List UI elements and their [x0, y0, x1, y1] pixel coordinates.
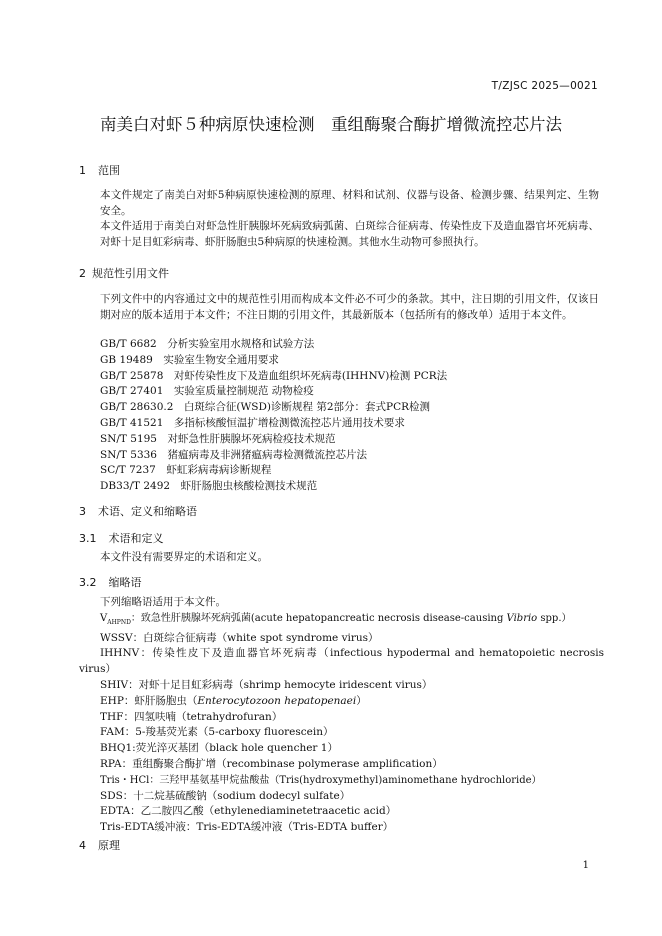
- vahpnd-italic: Vibrio: [506, 612, 538, 624]
- page-number: 1: [582, 860, 589, 871]
- vahpnd-tail: spp.）: [537, 612, 572, 624]
- abbreviation-item: BHQ1:荧光淬灭基团（black hole quencher 1）: [100, 742, 338, 755]
- section-1-number: 1: [79, 164, 86, 177]
- section-1-heading: [79, 162, 120, 178]
- abbreviation-item: FAM：5-羧基荧光素（5-carboxy fluorescein）: [100, 726, 334, 739]
- abbreviation-list: [79, 595, 604, 836]
- abbreviation-item: RPA：重组酶聚合酶扩增（recombinase polymerase amplification）: [100, 757, 443, 770]
- ehp-suffix: ）: [356, 694, 367, 707]
- section-1-body: [79, 188, 599, 250]
- document-title: 南美白对虾５种病原快速检测 重组酶聚合酶扩增微流控芯片法: [100, 115, 562, 134]
- ehp-prefix: EHP：虾肝肠胞虫（: [100, 694, 198, 707]
- section-3-number: 3: [79, 505, 86, 518]
- vahpnd-text: ：致急性肝胰腺坏死病弧菌(acute hepatopancreatic necrosis disease-causing: [130, 612, 507, 624]
- reference-item: GB/T 27401 实验室质量控制规范 动物检疫: [100, 385, 314, 398]
- abbreviation-intro: 下列缩略语适用于本文件。: [100, 596, 226, 608]
- section-3-2-heading: [79, 574, 142, 590]
- reference-item: GB/T 41521 多指标核酸恒温扩增检测微流控芯片通用技术要求: [100, 416, 405, 429]
- section-2-title: 规范性引用文件: [92, 267, 169, 280]
- section-4-title: 原理: [98, 839, 120, 852]
- abbreviation-item: Tris・HCl：三羟甲基氨基甲烷盐酸盐（Tris(hydroxymethyl)aminomethane hydrochloride）: [100, 774, 542, 786]
- abbreviation-item: Tris-EDTA缓冲液：Tris-EDTA缓冲液（Tris-EDTA buffer）: [100, 821, 394, 834]
- abbreviation-item-wssv: WSSV：白斑综合征病毒（white spot syndrome virus）: [100, 631, 379, 644]
- section-3-1-number: 3.1: [79, 532, 97, 545]
- document-code: T/ZJSC 2025—0021: [491, 80, 598, 92]
- section-1-title: 范围: [98, 164, 120, 177]
- section-3-2-title: 缩略语: [108, 576, 142, 589]
- reference-item: GB/T 25878 对虾传染性皮下及造血组织坏死病毒(IHHNV)检测 PCR法: [100, 369, 448, 382]
- section-1-paragraph-1: 本文件规定了南美白对虾5种病原快速检测的原理、材料和试剂、仪器与设备、检测步骤、结果判定、生物安全。: [100, 189, 599, 217]
- reference-item: SN/T 5195 对虾急性肝胰腺坏死病检疫技术规范: [100, 432, 336, 445]
- reference-item: DB33/T 2492 虾肝肠胞虫核酸检测技术规范: [100, 480, 318, 493]
- abbreviation-item: THF：四氢呋喃（tetrahydrofuran）: [100, 710, 283, 723]
- vahpnd-letter: V: [100, 612, 108, 624]
- abbreviation-item: SDS：十二烷基硫酸钠（sodium dodecyl sulfate）: [100, 789, 351, 802]
- reference-item: GB/T 6682 分析实验室用水规格和试验方法: [100, 338, 315, 350]
- section-3-title: 术语、定义和缩略语: [98, 505, 197, 518]
- section-2-number: 2: [79, 267, 86, 280]
- abbreviation-item: EDTA：乙二胺四乙酸（ethylenediaminetetraacetic acid）: [100, 805, 397, 818]
- section-4-heading: [79, 837, 120, 853]
- abbreviation-item-ehp: [79, 694, 604, 710]
- section-2-heading: [79, 265, 169, 281]
- reference-item: GB/T 28630.2 白斑综合征(WSD)诊断规程 第2部分：套式PCR检测: [100, 401, 431, 414]
- reference-item: SC/T 7237 虾虹彩病毒病诊断规程: [100, 464, 272, 477]
- abbreviation-item-vahpnd: [79, 611, 604, 631]
- abbreviation-item-ihhnv: IHHNV：传染性皮下及造血器官坏死病毒（infectious hypodermal and hematopoietic necrosis virus）: [79, 647, 604, 676]
- section-3-1-text: 本文件没有需要界定的术语和定义。: [100, 551, 268, 563]
- ehp-italic: Enterocytozoon hepatopenaei: [197, 694, 357, 707]
- reference-item: SN/T 5336 猪瘟病毒及非洲猪瘟病毒检测微流控芯片法: [100, 448, 367, 461]
- section-2-intro: [79, 292, 599, 323]
- vahpnd-subscript: AHPND: [107, 618, 131, 626]
- reference-item: GB 19489 实验室生物安全通用要求: [100, 353, 279, 366]
- normative-reference-list: [79, 337, 604, 495]
- section-1-paragraph-2: 本文件适用于南美白对虾急性肝胰腺坏死病致病弧菌、白斑综合征病毒、传染性皮下及造血器官坏死病毒、对虾十足目虹彩病毒、虾肝肠胞虫5种病原的快速检测。其他水生动物可参照执行。: [100, 220, 599, 248]
- section-3-1-title: 术语和定义: [108, 532, 164, 545]
- section-3-1-heading: [79, 530, 164, 546]
- section-3-2-number: 3.2: [79, 576, 97, 589]
- section-3-1-body: [79, 550, 599, 566]
- section-3-heading: [79, 503, 197, 519]
- abbreviation-item-shiv: SHIV：对虾十足目虹彩病毒（shrimp hemocyte iridescent virus）: [100, 678, 433, 691]
- section-2-intro-text: 下列文件中的内容通过文中的规范性引用而构成本文件必不可少的条款。其中，注日期的引用文件，仅该日期对应的版本适用于本文件；不注日期的引用文件，其最新版本（包括所有的修改单）适用于本文件。: [100, 293, 599, 321]
- section-4-number: 4: [79, 839, 86, 852]
